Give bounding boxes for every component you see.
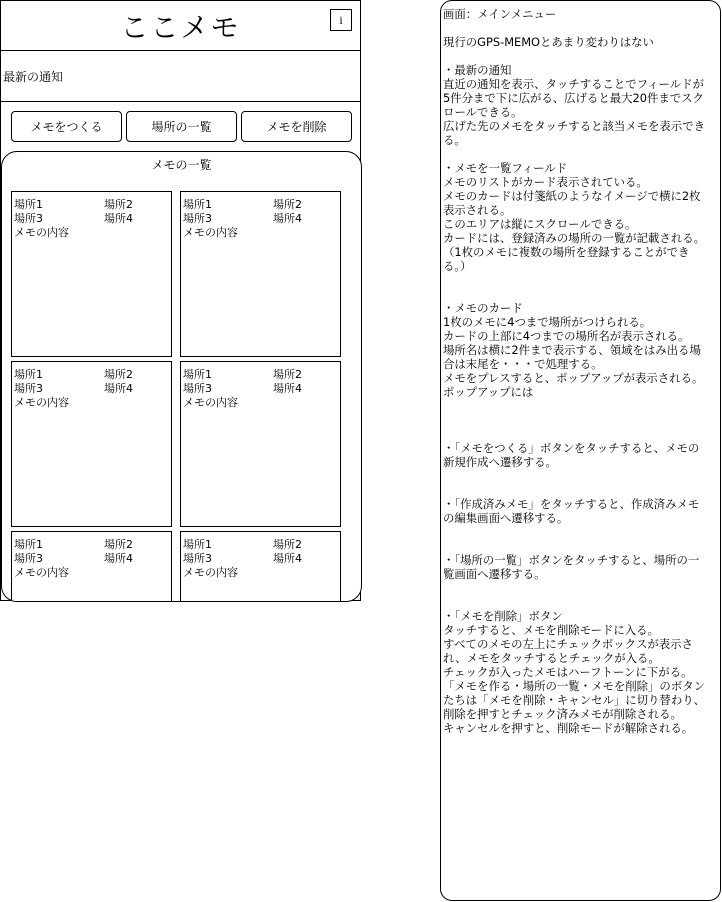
delete-memo-button[interactable]: メモを削除 <box>241 111 352 142</box>
note-line: タッチすると、メモを削除モードに入る。 <box>443 623 659 637</box>
note-line: このエリアは縦にスクロールできる。 <box>443 217 637 231</box>
card-places <box>14 198 169 226</box>
note-line: すべてのメモの左上にチェックボックスが表示さ <box>443 637 693 651</box>
phone-mockup <box>0 0 361 601</box>
note-line <box>443 49 720 63</box>
note-line: ロールできる。 <box>443 105 523 119</box>
note-line: ・「メモを削除」ボタン <box>443 609 563 623</box>
info-button[interactable]: i <box>330 9 352 31</box>
card-place: 場所3 <box>183 212 212 225</box>
note-line: ・メモを一覧フィールド <box>443 161 568 175</box>
app-title: ここメモ <box>1 1 360 51</box>
memo-card[interactable] <box>11 531 172 602</box>
note-line <box>443 581 720 595</box>
latest-notice-field[interactable] <box>1 52 360 102</box>
note-line <box>443 469 720 483</box>
note-line <box>443 273 720 287</box>
note-line: 直近の通知を表示、タッチすることでフィールドが <box>443 77 704 91</box>
note-line: 5件分まで下に広がる、広げると最大20件までスク <box>443 91 704 105</box>
note-line: チェックが入ったメモはハーフトーンに下がる。 <box>443 665 693 679</box>
note-line <box>443 21 720 35</box>
card-place: 場所3 <box>14 552 43 565</box>
memo-card[interactable] <box>180 191 341 357</box>
note-line <box>443 525 720 539</box>
note-line <box>443 399 720 413</box>
card-place: 場所4 <box>273 212 302 225</box>
card-content: メモの内容 <box>14 226 69 239</box>
note-line: ・最新の通知 <box>443 63 512 77</box>
card-place: 場所4 <box>273 552 302 565</box>
place-list-button[interactable]: 場所の一覧 <box>126 111 237 142</box>
note-line: たちは「メモを削除・キャンセル」に切り替わり、 <box>443 693 705 707</box>
note-line: 画面：メインメニュー <box>443 7 557 21</box>
card-places <box>183 538 338 566</box>
card-place: 場所4 <box>273 382 302 395</box>
note-line: メモのカードは付箋紙のようなイメージで横に2枚 <box>443 189 701 203</box>
latest-notice-label: 最新の通知 <box>3 70 64 84</box>
memo-card[interactable] <box>180 361 341 527</box>
note-line: メモをプレスすると、ポップアップが表示される。 <box>443 371 704 385</box>
memo-list-field[interactable] <box>1 151 362 602</box>
card-place: 場所2 <box>104 198 133 211</box>
note-line <box>443 539 720 553</box>
card-place: 場所1 <box>14 538 43 551</box>
note-line <box>443 147 720 161</box>
note-line: 表示される。 <box>443 203 512 217</box>
card-place: 場所3 <box>14 382 43 395</box>
memo-list-title: メモの一覧 <box>151 158 212 172</box>
note-line: （1枚のメモに複数の場所を登録することができ <box>443 245 690 259</box>
memo-card[interactable] <box>11 191 172 357</box>
note-line: 覧画面へ遷移する。 <box>443 567 546 581</box>
note-line: ・「場所の一覧」ボタンをタッチすると、場所の一 <box>443 553 700 567</box>
card-place: 場所3 <box>183 382 212 395</box>
note-line: カードには、登録済みの場所の一覧が記載される。 <box>443 231 705 245</box>
memo-card[interactable] <box>180 531 341 602</box>
card-place: 場所2 <box>104 368 133 381</box>
card-place: 場所1 <box>14 368 43 381</box>
card-place: 場所4 <box>104 552 133 565</box>
card-place: 場所2 <box>273 368 302 381</box>
note-line: ポップアップには <box>443 385 534 399</box>
notes-panel <box>440 0 721 901</box>
card-place: 場所1 <box>183 368 212 381</box>
note-line: 合は末尾を・・・で処理する。 <box>443 357 603 371</box>
card-places <box>183 368 338 396</box>
card-content: メモの内容 <box>183 396 238 409</box>
card-place: 場所1 <box>183 538 212 551</box>
note-line <box>443 483 720 497</box>
note-line: 広げた先のメモをタッチすると該当メモを表示でき <box>443 119 705 133</box>
note-line: ・「メモをつくる」ボタンをタッチすると、メモの <box>443 441 700 455</box>
note-line: 「メモを作る・場所の一覧・メモを削除」のボタン <box>443 679 705 693</box>
note-line: 新規作成へ遷移する。 <box>443 455 557 469</box>
card-place: 場所3 <box>14 212 43 225</box>
note-line: ・「作成済みメモ」をタッチすると、作成済みメモ <box>443 497 700 511</box>
note-line <box>443 413 720 427</box>
create-memo-button[interactable]: メモをつくる <box>11 111 122 142</box>
note-line <box>443 595 720 609</box>
note-line: メモのリストがカード表示されている。 <box>443 175 648 189</box>
memo-card[interactable] <box>11 361 172 527</box>
note-line: れ、メモをタッチするとチェックが入る。 <box>443 651 660 665</box>
card-place: 場所3 <box>183 552 212 565</box>
note-line: キャンセルを押すと、削除モードが解除される。 <box>443 721 694 735</box>
card-place: 場所2 <box>273 198 302 211</box>
note-line: 削除を押すとチェック済みメモが削除される。 <box>443 707 682 721</box>
note-line: 場所名は横に2件まで表示する、領域をはみ出る場 <box>443 343 701 357</box>
card-place: 場所2 <box>273 538 302 551</box>
note-line: る。） <box>443 259 472 273</box>
card-content: メモの内容 <box>183 566 238 579</box>
card-place: 場所1 <box>14 198 43 211</box>
card-place: 場所2 <box>104 538 133 551</box>
card-place: 場所1 <box>183 198 212 211</box>
note-line: 1枚のメモに4つまで場所がつけられる。 <box>443 315 652 329</box>
card-places <box>183 198 338 226</box>
card-content: メモの内容 <box>14 566 69 579</box>
note-line: カードの上部に4つまでの場所名が表示される。 <box>443 329 690 343</box>
note-line: 現行のGPS-MEMOとあまり変わりはない <box>443 35 654 49</box>
card-places <box>14 368 169 396</box>
note-line <box>443 427 720 441</box>
card-content: メモの内容 <box>183 226 238 239</box>
note-line: ・メモのカード <box>443 301 523 315</box>
card-places <box>14 538 169 566</box>
note-line: る。 <box>443 133 466 147</box>
card-place: 場所4 <box>104 212 133 225</box>
note-line: の編集画面へ遷移する。 <box>443 511 569 525</box>
card-place: 場所4 <box>104 382 133 395</box>
card-content: メモの内容 <box>14 396 69 409</box>
note-line <box>443 287 720 301</box>
